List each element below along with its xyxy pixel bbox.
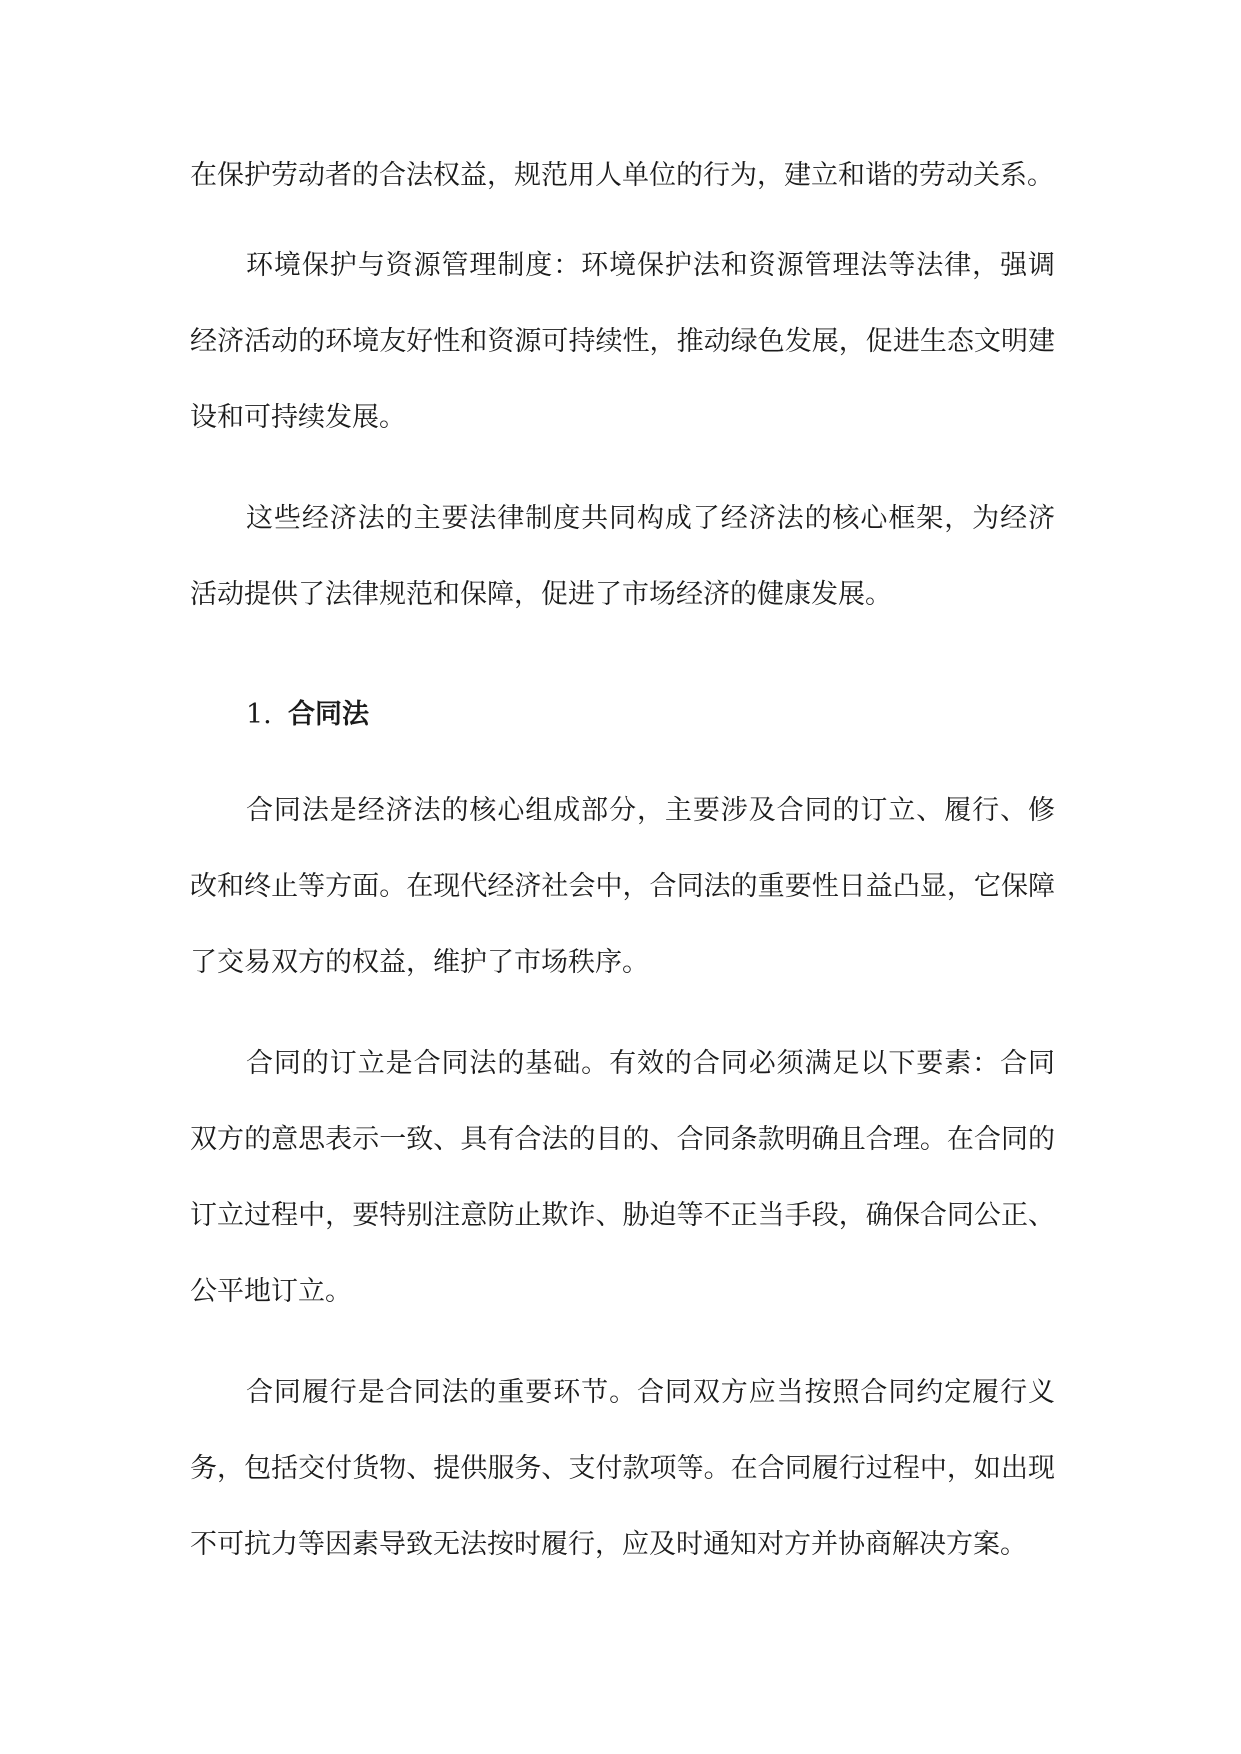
paragraph-environment-protection: 环境保护与资源管理制度：环境保护法和资源管理法等法律，强调经济活动的环境友好性和资源可持续性，推动绿色发展，促进生态文明建设和可持续发展。 <box>190 250 1055 433</box>
paragraph-contract-formation: 合同的订立是合同法的基础。有效的合同必须满足以下要素：合同双方的意思表示一致、具有合法的目的、合同条款明确且合理。在合同的订立过程中，要特别注意防止欺诈、胁迫等不正当手段，确保合同公正、公平地订立。 <box>190 1048 1055 1307</box>
paragraph-contract-performance: 合同履行是合同法的重要环节。合同双方应当按照合同约定履行义务，包括交付货物、提供服务、支付款项等。在合同履行过程中，如出现不可抗力等因素导致无法按时履行，应及时通知对方并协商解决方案。 <box>190 1377 1055 1560</box>
section-title: 合同法 <box>288 699 369 730</box>
section-heading-contract-law <box>246 677 1055 753</box>
paragraph-contract-law-intro: 合同法是经济法的核心组成部分，主要涉及合同的订立、履行、修改和终止等方面。在现代经济社会中，合同法的重要性日益凸显，它保障了交易双方的权益，维护了市场秩序。 <box>190 795 1055 978</box>
document-body <box>190 138 1055 1608</box>
paragraph-labor-continuation: 在保护劳动者的合法权益，规范用人单位的行为，建立和谐的劳动关系。 <box>190 160 1054 191</box>
paragraph-framework-summary: 这些经济法的主要法律制度共同构成了经济法的核心框架，为经济活动提供了法律规范和保障，促进了市场经济的健康发展。 <box>190 503 1055 610</box>
section-number: 1. <box>246 699 272 730</box>
